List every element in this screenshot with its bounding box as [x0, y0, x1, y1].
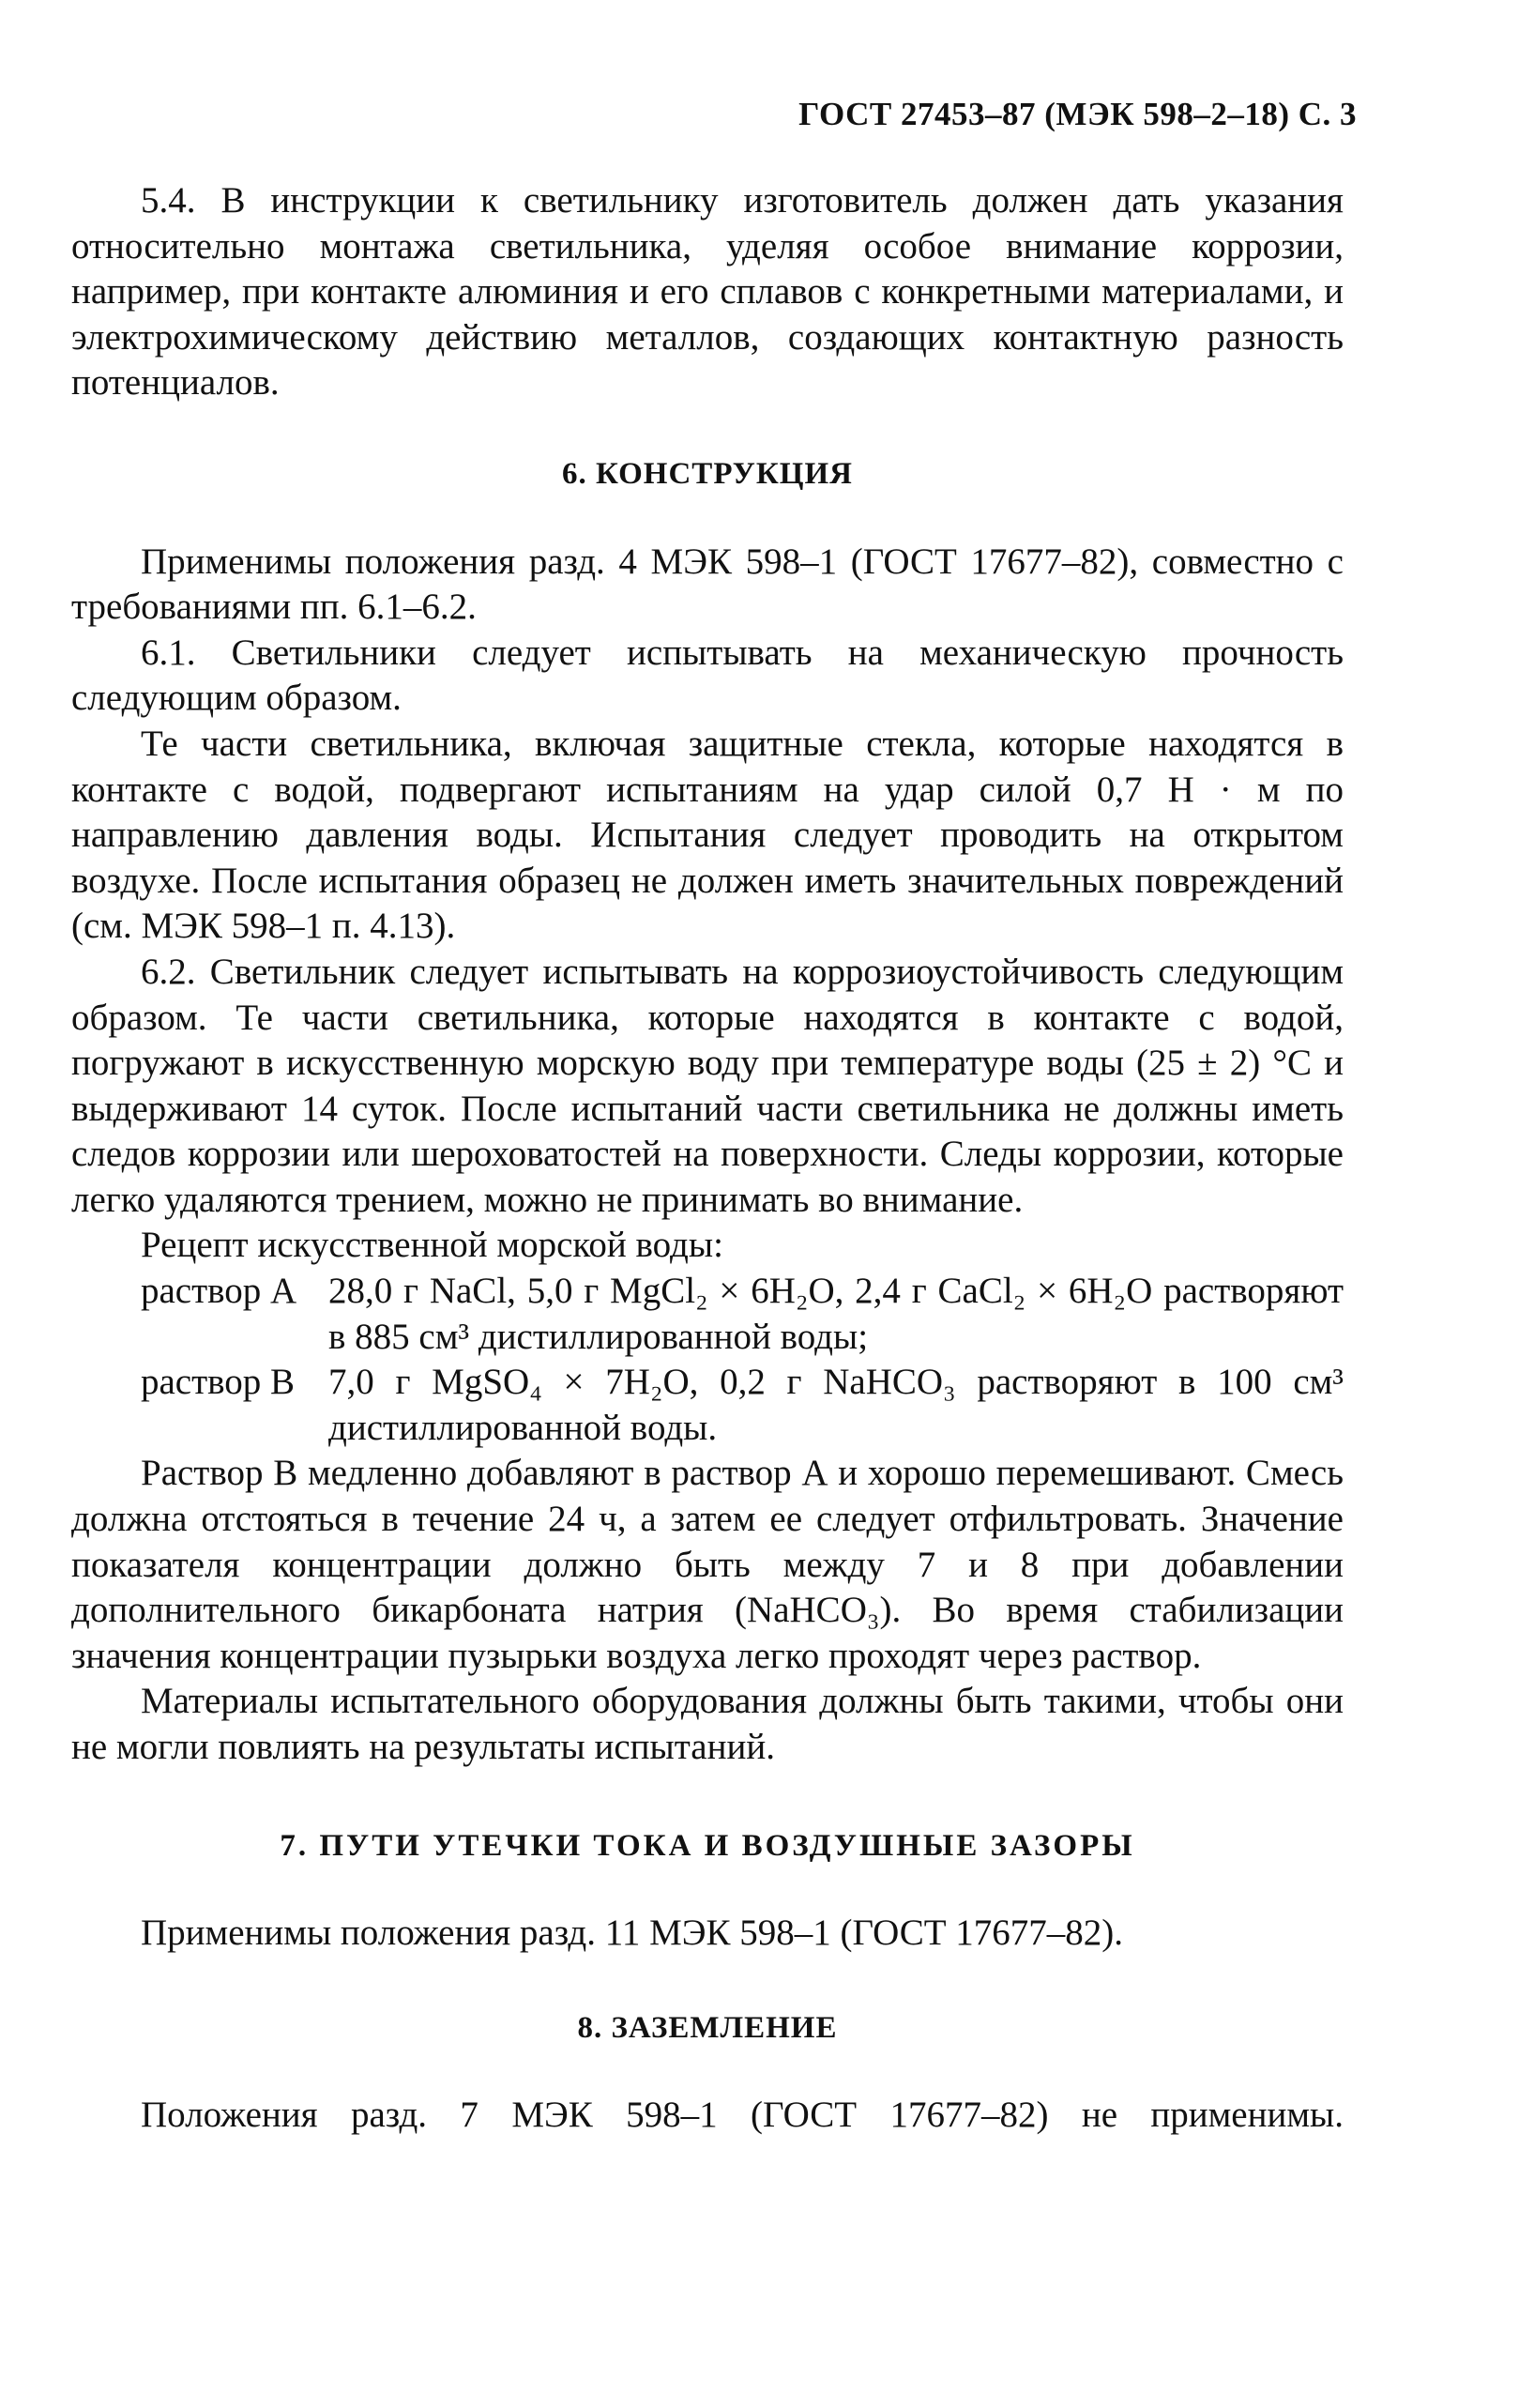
- solution-b: [141, 1360, 1344, 1451]
- recipe-title: Рецепт искусственной морской воды:: [141, 1225, 723, 1266]
- section-8-title: 8. ЗАЗЕМЛЕНИЕ: [577, 2010, 838, 2045]
- section-8-text: Положения разд. 7 МЭК 598–1 (ГОСТ 17677–82) не применимы.: [141, 2095, 1344, 2136]
- paragraph-6-1: 6.1. Светильники следует испытывать на механическую прочность следующим образом.: [71, 632, 1344, 719]
- document-body: [71, 178, 1344, 2139]
- solution-b-label: раствор В: [141, 1362, 296, 1403]
- page-header: ГОСТ 27453–87 (МЭК 598–2–18) С. 3: [798, 96, 1357, 132]
- paragraph-6-1-impact: Те части светильника, включая защитные стекла, которые находятся в контакте с водой, подвергают испытаниям на удар силой 0,7 Н · м по направлению давления воды. Испытания следует проводить на открытом воздухе. После испытания образец не должен иметь значительных повреждений (см. МЭК 598–1 п. 4.13).: [71, 723, 1344, 947]
- solution-a: [141, 1269, 1344, 1360]
- solution-a-text: 28,0 г NaCl, 5,0 г MgCl₂ × 6H₂O, 2,4 г CaCl₂ × 6H₂O растворяют в 885 см³ дистиллированной воды;: [328, 1271, 1344, 1357]
- paragraph-materials: Материалы испытательного оборудования должны быть такими, чтобы они не могли повлиять на результаты испытаний.: [71, 1681, 1344, 1767]
- solution-b-text: 7,0 г MgSO₄ × 7H₂O, 0,2 г NaHCO₃ растворяют в 100 см³ дистиллированной воды.: [328, 1362, 1344, 1448]
- section-7-text: Применимы положения разд. 11 МЭК 598–1 (ГОСТ 17677–82).: [141, 1913, 1124, 1954]
- paragraph-6-2: 6.2. Светильник следует испытывать на коррозиоустойчивость следующим образом. Те части светильника, которые находятся в контакте с водой, погружают в искусственную морскую воду при температуре воды (25 ± 2) °С и выдерживают 14 суток. После испытаний части светильника не должны иметь следов коррозии или шероховатостей на поверхности. Следы коррозии, которые легко удаляются трением, можно не принимать во внимание.: [71, 951, 1344, 1220]
- section-7-title: 7. ПУТИ УТЕЧКИ ТОКА И ВОЗДУШНЫЕ ЗАЗОРЫ: [280, 1828, 1135, 1863]
- paragraph-5-4: 5.4. В инструкции к светильнику изготовитель должен дать указания относительно монтажа светильника, уделяя особое внимание коррозии, например, при контакте алюминия и его сплавов с конкретными материалами, и электрохимическому действию металлов, создающих контактную разность потенциалов.: [71, 180, 1344, 404]
- paragraph-mixing: Раствор В медленно добавляют в раствор А и хорошо перемешивают. Смесь должна отстояться в течение 24 ч, а затем ее следует отфильтровать. Значение показателя концентрации должно быть между 7 и 8 при добавлении дополнительного бикарбоната натрия (NaHCO₃). Во время стабилизации значения концентрации пузырьки воздуха легко проходят через раствор.: [71, 1453, 1344, 1676]
- section-6-intro: Применимы положения разд. 4 МЭК 598–1 (ГОСТ 17677–82), совместно с требованиями пп. 6.1–6.2.: [71, 541, 1344, 628]
- section-6-title: 6. КОНСТРУКЦИЯ: [562, 456, 853, 491]
- solution-a-label: раствор А: [141, 1271, 297, 1312]
